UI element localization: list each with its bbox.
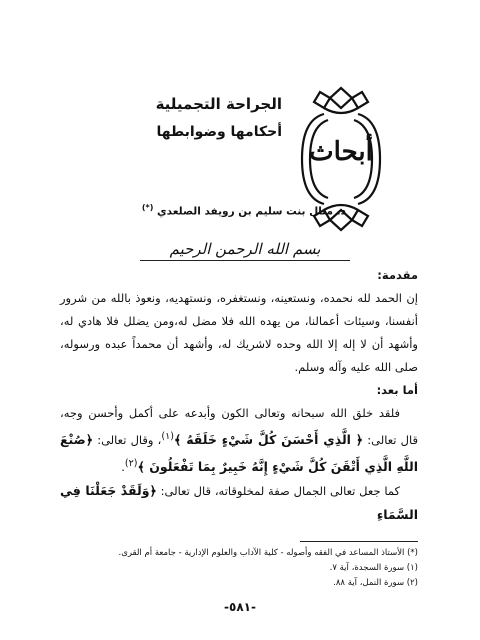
author-footnote-marker: (*) <box>141 203 154 212</box>
intro-heading: مقدمة: <box>377 268 418 282</box>
footnote-divider <box>300 541 418 542</box>
author-name: د. منال بنت سليم بن رويفد الصلعدي <box>157 205 346 218</box>
article-title <box>150 94 282 142</box>
connector-text: ، وقال تعالى: <box>97 432 162 447</box>
section-label: أبحاث <box>309 137 373 167</box>
footnote-1: (١) سورة السجدة، آية ٧. <box>329 563 418 573</box>
footnote-author: (*) الأستاذ المساعد في الفقه وأصوله - كلية الآداب والعلوم الإدارية - جامعة أم القرى. <box>118 548 418 558</box>
quran-quote-1: ﴿ الَّذِي أَحْسَنَ كُلَّ شَيْءٍ خَلَقَهُ ﴾ <box>174 431 364 447</box>
paragraph-3-text: كما جعل تعالى الجمال صفة لمخلوقاته، قال تعالى: <box>160 483 400 498</box>
footnote-2: (٢) سورة النمل، آية ٨٨. <box>333 578 418 588</box>
paragraph-2 <box>60 402 418 479</box>
paragraph-3 <box>60 479 418 527</box>
period: . <box>121 459 125 474</box>
article-body <box>60 264 418 527</box>
after-heading: أما بعد: <box>376 383 418 397</box>
quran-quote-3: ﴿وَلَقَدْ جَعَلْنَا فِي السَّمَاءِ <box>60 482 418 522</box>
basmala: بسم الله الرحمن الرحيم <box>140 240 350 261</box>
author-line <box>100 203 346 218</box>
title-line-1: الجراحة التجميلية <box>155 95 282 113</box>
quran-quote-2: ﴿صُنْعَ اللَّهِ الَّذِي أَتْقَنَ كُلَّ شَيْءٍ إِنَّهُ خَبِيرٌ بِمَا تَفْعَلُونَ ﴾ <box>60 431 418 474</box>
paragraph-1: إن الحمد لله نحمده، ونستعينه، ونستغفره، ونستهديه، ونعوذ بالله من شرور أنفسنا، وسيئات أعمالنا، من يهده الله فلا مضل له،ومن يضلل فلا هادي له، وأشهد أن لا إله إلا الله وحده لاشريك له، وأشهد أن محمداً عبده ورسوله، صلى الله عليه وآله وسلم. <box>60 291 418 374</box>
page-number: -٥٨١- <box>224 600 256 614</box>
paragraph-2-text: فلقد خلق الله سبحانه وتعالى الكون وأبدعه على أكمل وأحسن وجه، قال تعالى: <box>60 406 419 447</box>
quote-2-ref: (٢) <box>124 457 138 469</box>
quote-1-ref: (١) <box>161 431 175 442</box>
footnotes <box>60 546 418 591</box>
title-line-2: أحكامها وضوابطها <box>156 124 282 140</box>
